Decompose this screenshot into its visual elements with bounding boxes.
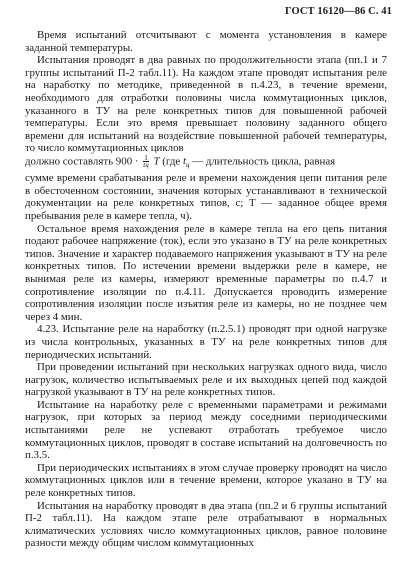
formula-time-symbol: T [153, 155, 160, 168]
formula-fraction [143, 155, 149, 169]
formula-suffix: — длительность цикла, равная [192, 155, 336, 168]
paragraph: Остальное время нахождения реле в камере тепла на его цепь питания подают рабочее напряжение (ток), если это указано в ТУ на реле конкретных типов. Значение и характер подаваемого напряжения указывают в ТУ на реле конкретных типов. По истечении времени выдержки реле в камере, не вынимая реле из камеры, измеряют временные параметры по п.4.7 и сопротивление изоляции по п.4.11. Допускается проводить измерение сопротивления изоляции после изъятия реле из камеры, но не позднее чем через 4 мин. [25, 222, 387, 323]
formula-prefix: должно составлять 900 · [25, 155, 139, 168]
paragraph: Испытания проводят в два равных по продолжительности этапа (пп.1 и 7 группы испытаний П-2 табл.11). На каждом этапе проводят испытания реле на наработку по методике, приведенной в п.4.23, в течение времени, необходимого для отработки половины числа коммутационных циклов, указанного в ТУ на реле конкретных типов для повышенной рабочей температуры. Если это время превышает половину заданного общего времени для испытаний на воздействие повышенной рабочей температуры, то число коммутационных циклов [25, 54, 387, 155]
fraction-numerator: 1 [144, 153, 148, 162]
paragraph: Время испытаний отсчитывают с момента установления в камере заданной температуры. [25, 29, 387, 54]
paragraph: Испытание на наработку реле с временными параметрами и режимами нагрузок, при которых за период между соседними периодическими испытаниями реле не успевают отработать требуемое число коммутационных циклов, проводят в составе испытаний на долговечность по п.3.5. [25, 398, 387, 462]
formula-cycle-symbol [182, 155, 190, 170]
paragraph: 4.23. Испытание реле на наработку (п.2.5.1) проводят при одной нагрузке из числа контрольных, указанных в ТУ на реле конкретных типов для периодических испытаний. [25, 323, 387, 361]
fraction-denominator: tц [143, 161, 149, 170]
formula-line [25, 155, 387, 172]
paragraph: При проведении испытаний при нескольких нагрузках одного вида, число нагрузок, количество испытываемых реле и их выходных цепей под каждой нагрузкой указывают в ТУ на реле конкретных типов. [25, 361, 387, 399]
paragraph: При периодических испытаниях в этом случае проверку проводят на число коммутационных циклов или в течение времени, которое указано в ТУ на реле конкретных типов. [25, 461, 387, 500]
document-body [25, 29, 387, 550]
paragraph: Испытания на наработку проводят в два этапа (пп.2 и 6 группы испытаний П-2 табл.11). На каждом этапе реле отрабатывают в нормальных климатических условиях число коммутационных циклов, равное половине разности между общим числом коммутационных [25, 499, 387, 550]
formula-mid: (где [162, 155, 181, 168]
cycle-symbol-sub: ц [185, 161, 190, 170]
cycle-symbol-base: t [182, 155, 186, 168]
page-header: ГОСТ 16120—86 С. 41 [284, 6, 392, 17]
paragraph: сумме времени срабатывания реле и времени нахождения цепи питания реле в обесточенном состоянии, значения которых устанавливают в технической документации на реле конкретных типов, с; T — заданное общее время пребывания реле в камере тепла, ч). [25, 172, 387, 222]
